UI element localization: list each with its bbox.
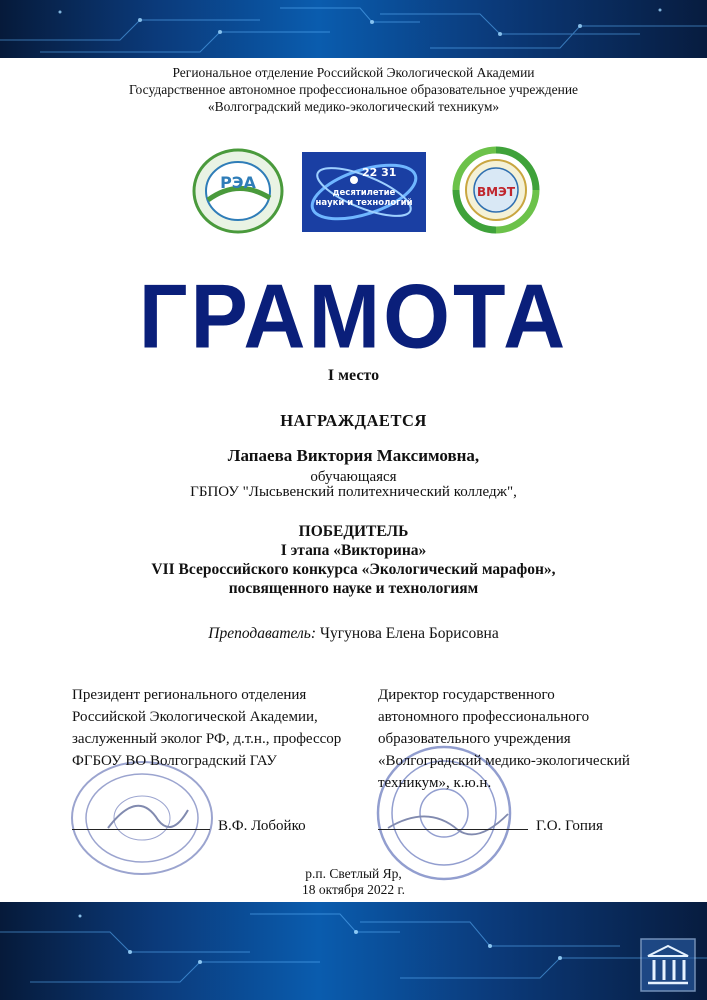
decade-science-logo (302, 152, 426, 232)
left-signature-line (72, 818, 306, 835)
recipient-status: обучающаяся (310, 469, 397, 485)
recipient-institution: ГБПОУ "Лысьвенский политехнический колледж", (190, 484, 517, 500)
teacher-line (0, 625, 707, 643)
logos-row (0, 146, 707, 236)
vmet-logo (444, 146, 548, 234)
header-line-1: Региональное отделение Российской Экологической Академии (172, 65, 535, 80)
awarded-heading: НАГРАЖДАЕТСЯ (280, 411, 427, 430)
decade-years: 22 31 (362, 166, 397, 179)
right-signature-rule (378, 829, 528, 830)
header-line-3: «Волгоградский медико-экологический техникум» (207, 99, 500, 114)
building-icon (640, 938, 696, 992)
left-signatory-name: В.Ф. Лобойко (218, 818, 306, 834)
left-signature-rule (72, 829, 210, 830)
certificate-title: ГРАМОТА (138, 266, 569, 368)
winner-contest: VII Всероссийского конкурса «Экологический марафон», (151, 561, 556, 578)
decade-caption-line-1: десятилетие (332, 188, 396, 198)
winner-stage: I этапа «Викторина» (280, 542, 427, 559)
teacher-label: Преподаватель: (208, 625, 317, 642)
decade-caption (302, 188, 426, 208)
decade-caption-line-2: науки и технологий (315, 198, 413, 208)
right-signatory-name: Г.О. Гопия (536, 818, 603, 834)
rea-logo (192, 148, 284, 234)
header-line-2: Государственное автономное профессиональное образовательное учреждение (128, 82, 579, 97)
right-signature-line (378, 818, 603, 835)
place-text: I место (327, 367, 380, 384)
vmet-logo-text: ВМЭТ (476, 185, 516, 199)
rea-logo-text: РЭА (220, 173, 256, 192)
right-signatory-position: Директор государственного автономного профессионального образовательного учреждения «Волгоградский медико-экологический техникум», к.ю.н. (378, 687, 630, 791)
recipient-name: Лапаева Виктория Максимовна, (227, 446, 480, 465)
footer-date: 18 октября 2022 г. (302, 882, 405, 897)
top-decorative-band (0, 0, 707, 58)
footer-location: р.п. Светлый Яр, (305, 866, 402, 881)
teacher-name: Чугунова Елена Борисовна (319, 625, 499, 642)
left-signatory-position: Президент регионального отделения Российской Экологической Академии, заслуженный эколог РФ, д.т.н., профессор ФГБОУ ВО Волгоградский ГАУ (72, 687, 342, 769)
organization-header (0, 64, 707, 115)
winner-devoted: посвященного науке и технологиям (228, 580, 479, 597)
bottom-decorative-band (0, 902, 707, 1000)
winner-title: ПОБЕДИТЕЛЬ (298, 523, 409, 540)
